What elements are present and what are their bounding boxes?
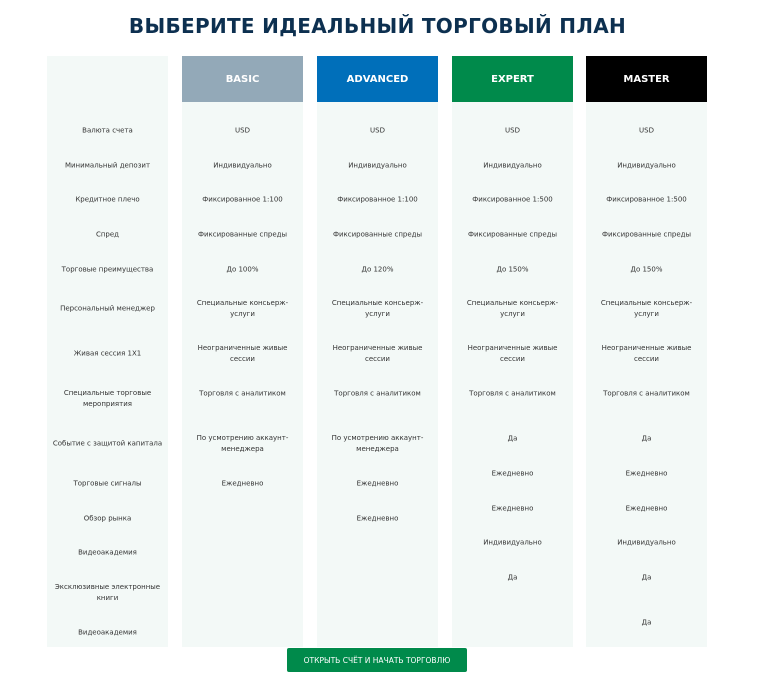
page-title: ВЫБЕРИТЕ ИДЕАЛЬНЫЙ ТОРГОВЫЙ ПЛАН	[128, 14, 627, 38]
plan-value: До 100%	[226, 265, 259, 274]
plan-value: Фиксированные спреды	[197, 230, 288, 239]
plan-value: Фиксированные спреды	[332, 230, 423, 239]
plan-value: Специальные консьерж-услуги	[331, 299, 424, 318]
plan-value: Ежедневно	[625, 469, 668, 478]
feature-label: Видеоакадемия	[78, 548, 137, 557]
plan-value: Фиксированное 1:100	[202, 195, 283, 204]
plan-value: Индивидуально	[213, 161, 272, 170]
plan-value: USD	[505, 126, 520, 135]
plan-header-master: MASTER	[586, 56, 707, 102]
plan-value: Торговля с аналитиком	[334, 389, 421, 398]
plan-value: Да	[507, 573, 518, 582]
plan-value: Торговля с аналитиком	[199, 389, 286, 398]
plan-value: Да	[641, 573, 652, 582]
plan-value: Неограниченные живые сессии	[332, 344, 423, 363]
plan-value: Индивидуально	[348, 161, 407, 170]
plan-header-basic: BASIC	[182, 56, 303, 102]
plan-value: По усмотрению аккаунт-менеджера	[331, 434, 424, 453]
plan-value: USD	[639, 126, 654, 135]
feature-label: Кредитное плечо	[75, 195, 140, 204]
feature-label: Валюта счета	[82, 126, 133, 135]
plan-value: Индивидуально	[617, 161, 676, 170]
plan-value: Торговля с аналитиком	[603, 389, 690, 398]
plan-value: Фиксированные спреды	[601, 230, 692, 239]
plan-column-master	[586, 56, 707, 647]
plan-column-basic	[182, 56, 303, 647]
plan-value: Неограниченные живые сессии	[601, 344, 692, 363]
plan-value: Ежедневно	[491, 504, 534, 513]
feature-label: Торговые сигналы	[73, 479, 142, 488]
plan-value: Фиксированное 1:500	[472, 195, 553, 204]
plan-value: Индивидуально	[483, 161, 542, 170]
feature-label: Персональный менеджер	[60, 304, 155, 313]
feature-label: Спред	[95, 230, 120, 239]
plan-value: Ежедневно	[491, 469, 534, 478]
plan-value: Неограниченные живые сессии	[197, 344, 288, 363]
feature-label: Минимальный депозит	[64, 161, 151, 170]
feature-label: Эксклюзивные электронные книги	[54, 583, 161, 602]
plan-value: Неограниченные живые сессии	[467, 344, 558, 363]
plan-value: Специальные консьерж-услуги	[600, 299, 693, 318]
plan-value: USD	[370, 126, 385, 135]
plan-value: Индивидуально	[483, 538, 542, 547]
plan-value: USD	[235, 126, 250, 135]
plan-value: Фиксированное 1:500	[606, 195, 687, 204]
plan-column-advanced	[317, 56, 438, 647]
plan-value: Ежедневно	[221, 479, 264, 488]
feature-label: Событие с защитой капитала	[52, 439, 163, 448]
plan-column-expert	[452, 56, 573, 647]
feature-label: Обзор рынка	[83, 514, 132, 523]
feature-label: Видеоакадемия	[78, 628, 137, 637]
plan-value: Торговля с аналитиком	[469, 389, 556, 398]
plan-value: Да	[641, 618, 652, 627]
open-account-button[interactable]: ОТКРЫТЬ СЧЁТ И НАЧАТЬ ТОРГОВЛЮ	[287, 648, 467, 672]
plan-header-expert: EXPERT	[452, 56, 573, 102]
plan-value: Ежедневно	[356, 514, 399, 523]
feature-label: Живая сессия 1X1	[73, 349, 142, 358]
feature-label: Специальные торговые мероприятия	[63, 389, 152, 408]
plan-value: Фиксированные спреды	[467, 230, 558, 239]
plan-value: Индивидуально	[617, 538, 676, 547]
plan-header-advanced: ADVANCED	[317, 56, 438, 102]
plan-value: Специальные консьерж-услуги	[466, 299, 559, 318]
plan-value: Да	[641, 434, 652, 443]
plan-value: Да	[507, 434, 518, 443]
plan-value: Ежедневно	[356, 479, 399, 488]
feature-label: Торговые преимущества	[61, 265, 154, 274]
plan-value: Фиксированное 1:100	[337, 195, 418, 204]
plan-value: Специальные консьерж-услуги	[196, 299, 289, 318]
plan-value: До 120%	[361, 265, 394, 274]
plan-value: По усмотрению аккаунт-менеджера	[196, 434, 289, 453]
features-column	[47, 56, 168, 647]
plan-value: До 150%	[496, 265, 529, 274]
plan-value: Ежедневно	[625, 504, 668, 513]
plan-value: До 150%	[630, 265, 663, 274]
